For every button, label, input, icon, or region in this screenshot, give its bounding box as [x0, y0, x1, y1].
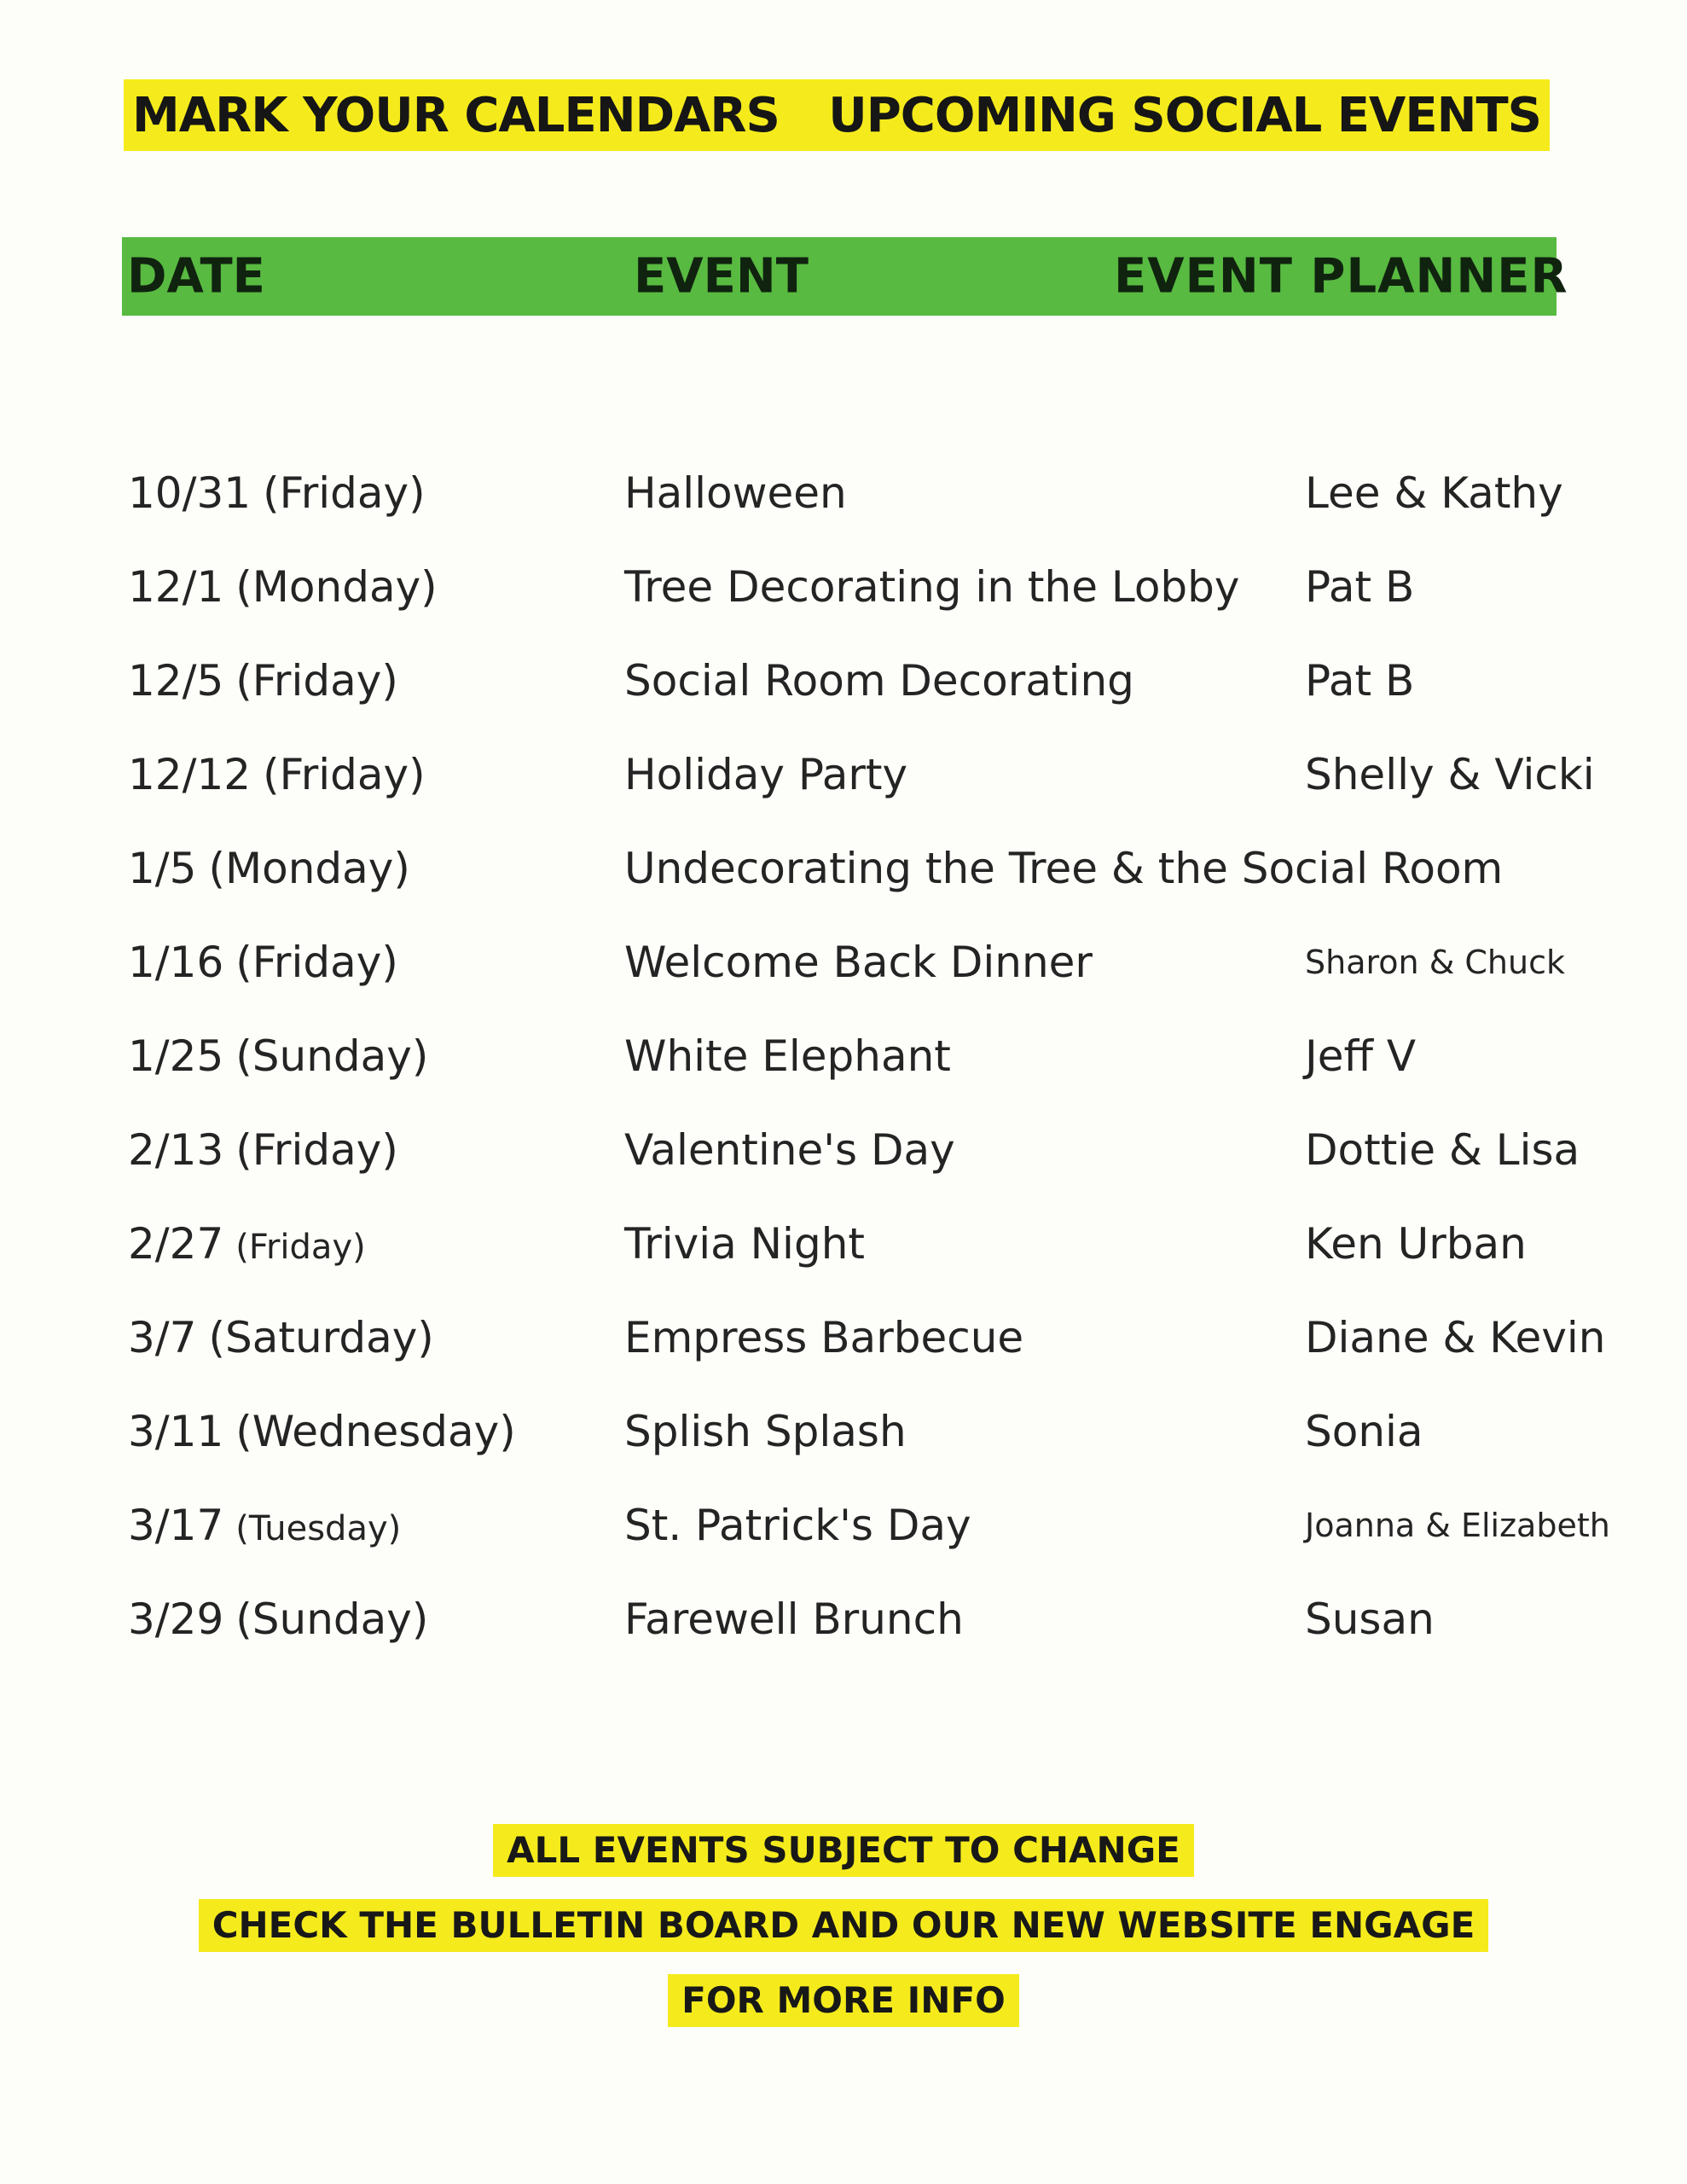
event-date: 1/16 (Friday): [128, 938, 398, 987]
footer-note-for-more-info: FOR MORE INFO: [668, 1974, 1019, 2027]
table-row: [128, 822, 1661, 915]
event-date: 1/25 (Sunday): [128, 1031, 429, 1081]
table-row: [128, 1103, 1661, 1197]
event-planner: Sonia: [1305, 1407, 1423, 1456]
footer-note-subject-to-change: ALL EVENTS SUBJECT TO CHANGE: [493, 1824, 1194, 1877]
event-planner: Diane & Kevin: [1305, 1313, 1606, 1362]
events-table: [128, 446, 1661, 1666]
event-name: Splish Splash: [624, 1407, 907, 1456]
event-date: 12/1 (Monday): [128, 562, 438, 612]
table-row: [128, 1009, 1661, 1103]
column-header-bar: [122, 237, 1568, 316]
event-name: White Elephant: [624, 1031, 951, 1081]
table-row: [128, 540, 1661, 634]
table-row: [128, 728, 1661, 822]
event-planner: Pat B: [1305, 562, 1415, 612]
event-name: Undecorating the Tree & the Social Room: [624, 844, 1504, 893]
event-date: 12/5 (Friday): [128, 656, 398, 706]
event-name: St. Patrick's Day: [624, 1501, 971, 1550]
event-name: Welcome Back Dinner: [624, 938, 1093, 987]
table-row: [128, 1572, 1661, 1666]
event-date: 3/11 (Wednesday): [128, 1407, 516, 1456]
event-planner: Lee & Kathy: [1305, 468, 1563, 518]
title-mark-your-calendars: MARK YOUR CALENDARS: [132, 87, 780, 143]
event-name: Empress Barbecue: [624, 1313, 1024, 1362]
column-header-event: EVENT: [634, 248, 809, 305]
event-planner: Jeff V: [1305, 1031, 1417, 1081]
event-name: Tree Decorating in the Lobby: [624, 562, 1240, 612]
table-row: [128, 1197, 1661, 1291]
title-banner: [124, 79, 1550, 151]
event-date: 2/27 (Friday): [128, 1219, 366, 1269]
table-row: [128, 1478, 1661, 1572]
event-planner: Ken Urban: [1305, 1219, 1527, 1269]
table-row: [128, 915, 1661, 1009]
footer-line: [0, 1974, 1687, 2027]
event-date: 3/7 (Saturday): [128, 1313, 434, 1362]
footer-note-check-bulletin-board: CHECK THE BULLETIN BOARD AND OUR NEW WEBSITE ENGAGE: [199, 1899, 1489, 1952]
footer-line: [0, 1899, 1687, 1952]
event-planner: Dottie & Lisa: [1305, 1125, 1580, 1175]
title-upcoming-social-events: UPCOMING SOCIAL EVENTS: [828, 87, 1541, 143]
event-planner: Joanna & Elizabeth: [1305, 1507, 1610, 1544]
footer-notes: [0, 1824, 1687, 2049]
event-planner: Shelly & Vicki: [1305, 750, 1595, 799]
column-header-date: DATE: [127, 248, 265, 305]
event-planner: Sharon & Chuck: [1305, 944, 1566, 981]
column-header-event-planner: EVENT PLANNER: [1114, 248, 1568, 305]
event-planner: Susan: [1305, 1594, 1435, 1644]
event-date: 3/17 (Tuesday): [128, 1501, 402, 1550]
event-date: 3/29 (Sunday): [128, 1594, 429, 1644]
event-name: Trivia Night: [624, 1219, 865, 1269]
event-name: Social Room Decorating: [624, 656, 1134, 706]
table-row: [128, 446, 1661, 540]
event-name: Halloween: [624, 468, 847, 518]
table-row: [128, 634, 1661, 728]
event-planner: Pat B: [1305, 656, 1415, 706]
table-row: [128, 1291, 1661, 1385]
event-name: Valentine's Day: [624, 1125, 955, 1175]
event-date: 10/31 (Friday): [128, 468, 426, 518]
footer-line: [0, 1824, 1687, 1877]
event-date: 12/12 (Friday): [128, 750, 426, 799]
event-date: 1/5 (Monday): [128, 844, 410, 893]
table-row: [128, 1385, 1661, 1478]
event-date: 2/13 (Friday): [128, 1125, 398, 1175]
event-name: Farewell Brunch: [624, 1594, 964, 1644]
event-name: Holiday Party: [624, 750, 908, 799]
